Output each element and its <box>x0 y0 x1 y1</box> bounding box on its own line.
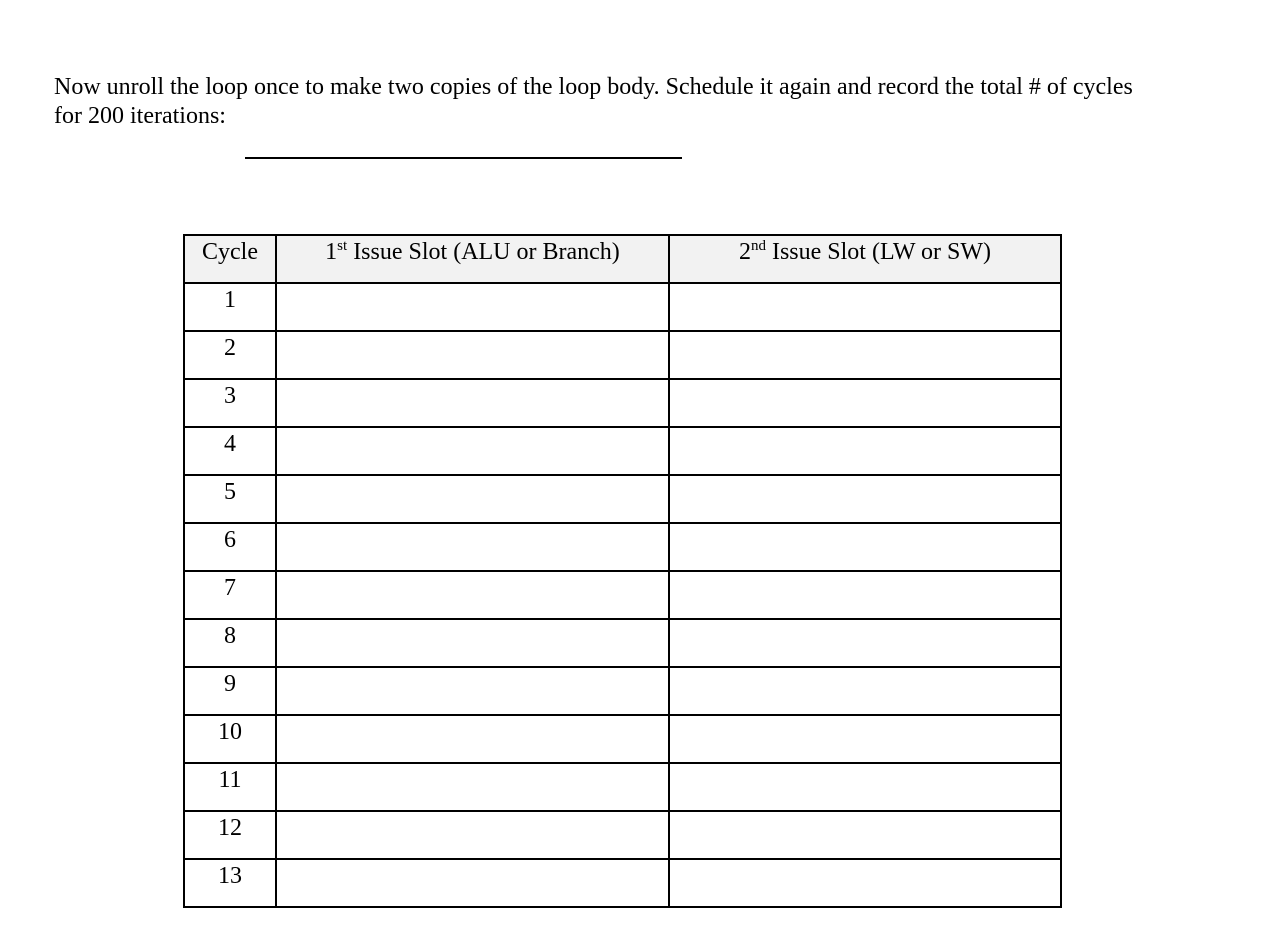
table-row <box>184 859 1061 907</box>
issue-slot-2-cell[interactable] <box>669 331 1061 379</box>
issue-slot-1-cell[interactable] <box>276 619 669 667</box>
table-row <box>184 523 1061 571</box>
issue-slot-2-cell[interactable] <box>669 427 1061 475</box>
issue-slot-2-cell[interactable] <box>669 571 1061 619</box>
instructions-paragraph <box>54 73 1229 131</box>
cycle-number-cell: 11 <box>184 763 276 811</box>
table-row <box>184 331 1061 379</box>
issue-slot-2-cell[interactable] <box>669 475 1061 523</box>
header-cycle: Cycle <box>184 235 276 283</box>
issue-slot-1-cell[interactable] <box>276 811 669 859</box>
cycle-number-cell: 8 <box>184 619 276 667</box>
cycle-number-cell: 5 <box>184 475 276 523</box>
cycle-number-cell: 4 <box>184 427 276 475</box>
issue-slot-2-cell[interactable] <box>669 715 1061 763</box>
table-row <box>184 475 1061 523</box>
cycle-number-cell: 10 <box>184 715 276 763</box>
issue-slot-1-cell[interactable] <box>276 523 669 571</box>
header-slot1-ordinal: st <box>337 238 348 254</box>
cycle-number-cell: 6 <box>184 523 276 571</box>
issue-slot-1-cell[interactable] <box>276 475 669 523</box>
issue-slot-1-cell[interactable] <box>276 667 669 715</box>
cycle-number-cell: 2 <box>184 331 276 379</box>
table-row <box>184 427 1061 475</box>
issue-slot-2-cell[interactable] <box>669 523 1061 571</box>
issue-slot-2-cell[interactable] <box>669 667 1061 715</box>
issue-slot-1-cell[interactable] <box>276 715 669 763</box>
table-row <box>184 571 1061 619</box>
cycle-number-cell: 13 <box>184 859 276 907</box>
issue-slot-1-cell[interactable] <box>276 763 669 811</box>
table-row <box>184 667 1061 715</box>
schedule-table <box>183 234 1062 908</box>
header-slot2-number: 2 <box>738 239 751 265</box>
issue-slot-1-cell[interactable] <box>276 331 669 379</box>
header-issue-slot-1 <box>276 235 669 283</box>
instructions-line-1: Now unroll the loop once to make two copies of the loop body. Schedule it again and record the total # of cycles <box>54 74 1133 100</box>
issue-slot-2-cell[interactable] <box>669 379 1061 427</box>
issue-slot-2-cell[interactable] <box>669 811 1061 859</box>
table-row <box>184 619 1061 667</box>
issue-slot-2-cell[interactable] <box>669 859 1061 907</box>
issue-slot-1-cell[interactable] <box>276 571 669 619</box>
table-row <box>184 715 1061 763</box>
header-slot1-label: Issue Slot (ALU or Branch) <box>347 239 620 265</box>
cycle-number-cell: 7 <box>184 571 276 619</box>
instructions-line-2: for 200 iterations: <box>54 103 226 129</box>
issue-slot-1-cell[interactable] <box>276 427 669 475</box>
issue-slot-2-cell[interactable] <box>669 763 1061 811</box>
header-slot2-ordinal: nd <box>750 238 766 254</box>
cycle-number-cell: 1 <box>184 283 276 331</box>
table-row <box>184 763 1061 811</box>
header-slot2-label: Issue Slot (LW or SW) <box>765 239 992 265</box>
cycle-number-cell: 3 <box>184 379 276 427</box>
header-slot1-number: 1 <box>325 239 338 265</box>
table-header-row <box>184 235 1061 283</box>
issue-slot-1-cell[interactable] <box>276 379 669 427</box>
table-row <box>184 379 1061 427</box>
header-issue-slot-2 <box>669 235 1061 283</box>
issue-slot-2-cell[interactable] <box>669 283 1061 331</box>
table-row <box>184 811 1061 859</box>
issue-slot-1-cell[interactable] <box>276 859 669 907</box>
issue-slot-2-cell[interactable] <box>669 619 1061 667</box>
table-row <box>184 283 1061 331</box>
cycle-number-cell: 12 <box>184 811 276 859</box>
cycle-number-cell: 9 <box>184 667 276 715</box>
issue-slot-1-cell[interactable] <box>276 283 669 331</box>
total-cycles-answer-line[interactable] <box>245 157 682 159</box>
